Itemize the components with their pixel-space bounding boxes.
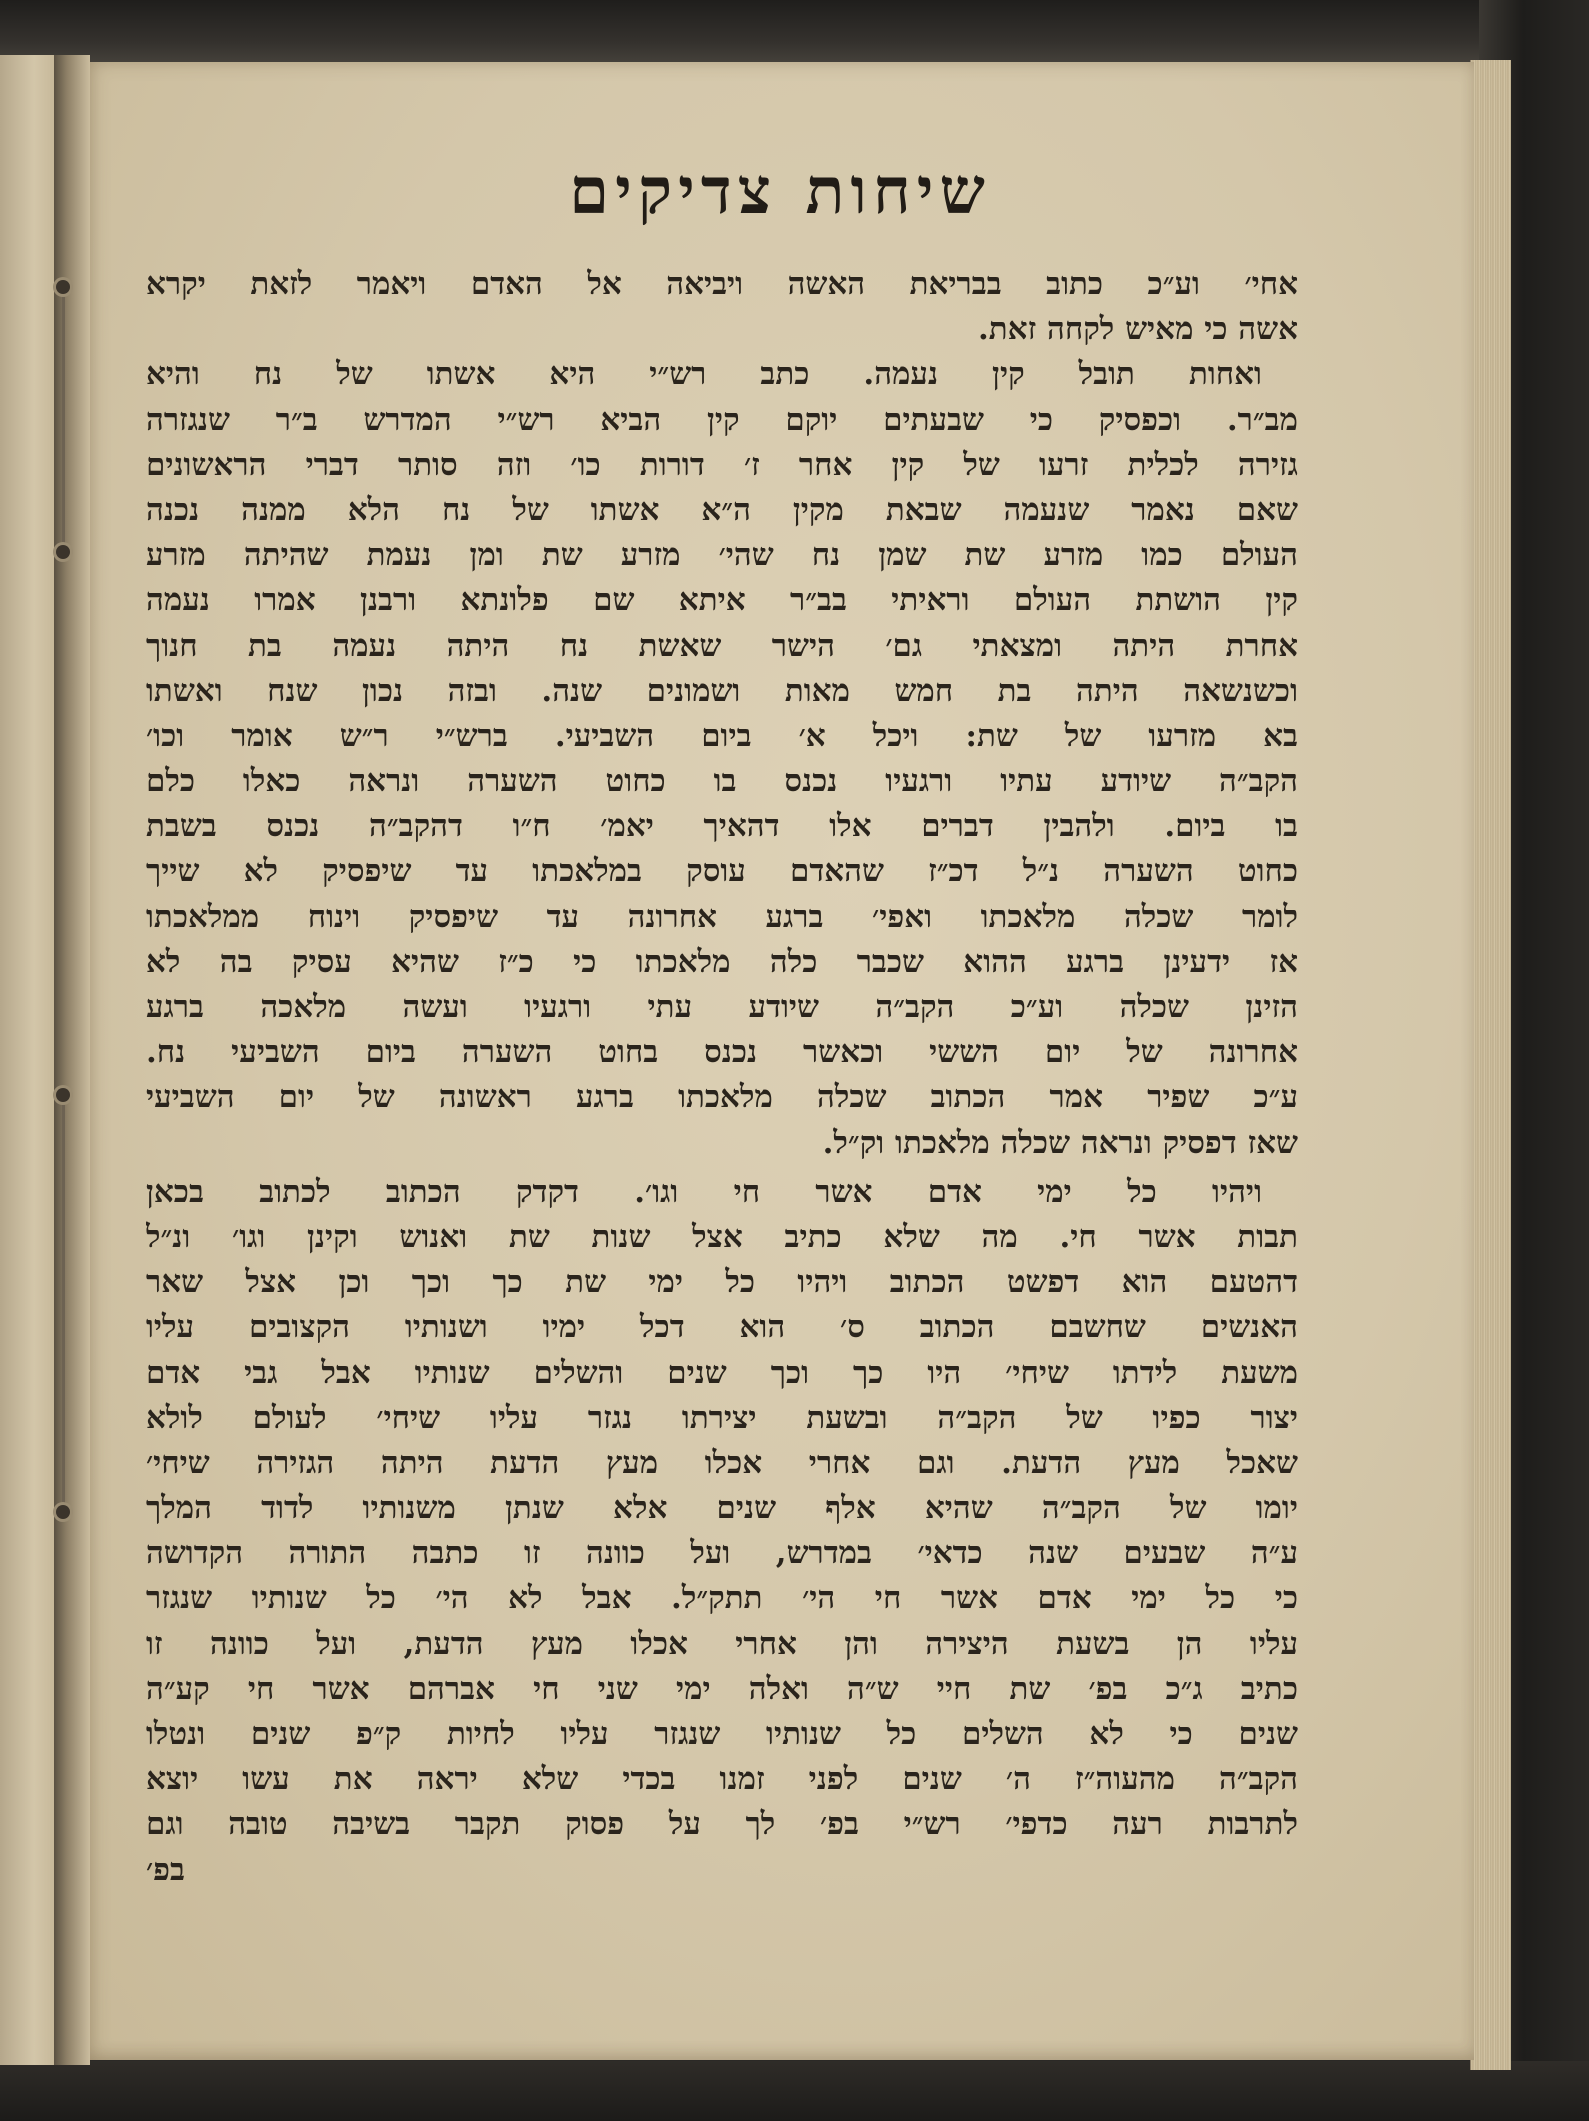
text-line: לתרבות רעה כדפי׳ רש״י בפ׳ לך על פסוק תקבר בשיבה טובה וגם: [146, 1806, 1298, 1843]
text-line: ע״כ שפיר אמר הכתוב שכלה מלאכתו ברגע ראשונה של יום השביעי: [146, 1079, 1298, 1116]
catchword: בפ׳: [146, 1851, 185, 1888]
text-line: כחוט השערה נ״ל דכ״ז שהאדם עוסק במלאכתו עד שיפסיק לא שייך: [146, 853, 1298, 890]
book-cover-bottom: [0, 2061, 1589, 2121]
text-line: יצור כפיו של הקב״ה ובשעת יצירתו נגזר עליו שיחי׳ לעולם לולא: [146, 1399, 1298, 1436]
book-gutter: [54, 55, 90, 2065]
page-title: שיחות צדיקים: [569, 154, 991, 229]
book-page: [86, 62, 1474, 2060]
text-line: גזירה לכלית זרעו של קין אחר ז׳ דורות כו׳ וזה סותר דברי הראשונים: [146, 446, 1298, 483]
text-line: עליו הן בשעת היצירה והן אחרי אכלו מעץ הדעת, ועל כוונה זו: [146, 1625, 1298, 1662]
text-line: מב״ר. וכפסיק כי שבעתים יוקם קין הביא רש״י המדרש ב״ר שנגזרה: [146, 401, 1298, 438]
page-body-text: [146, 262, 1298, 1893]
binding-thread: [62, 290, 65, 550]
page-edge-stack: [1470, 60, 1511, 2070]
binding-stitch: [56, 280, 70, 294]
text-line: שנים כי לא השלים כל שנותיו שנגזר עליו לחיות ק״פ שנים ונטלו: [146, 1716, 1298, 1752]
text-line: דהטעם הוא דפשט הכתוב ויהיו כל ימי שת כך וכך וכן אצל שאר: [146, 1264, 1298, 1301]
text-line: אחי׳ וע״כ כתוב בבריאת האשה ויביאה אל האדם ויאמר לזאת יקרא: [146, 266, 1298, 302]
text-line: האנשים שחשבם הכתוב ס׳ הוא דכל ימיו ושנותיו הקצובים עליו: [146, 1309, 1298, 1346]
binding-thread: [62, 1090, 65, 1510]
book-cover-top: [0, 0, 1589, 70]
text-line: בא מזרעו של שת: ויכל א׳ ביום השביעי. ברש״י ר״ש אומר וכו׳: [146, 717, 1298, 754]
text-line: הקב״ה שיודע עתיו ורגעיו נכנס בו כחוט השערה ונראה כאלו כלם: [146, 763, 1298, 800]
binding-stitch: [56, 545, 70, 559]
text-line: אשה כי מאיש לקחה זאת.: [977, 311, 1298, 348]
text-line: ע״ה שבעים שנה כדאי׳ במדרש, ועל כוונה זו כתבה התורה הקדושה: [146, 1535, 1298, 1572]
left-page-edge: [0, 55, 62, 2065]
text-line: כי כל ימי אדם אשר חי הי׳ תתק״ל. אבל לא הי׳ כל שנותיו שנגזר: [146, 1580, 1298, 1617]
text-line: שאז דפסיק ונראה שכלה מלאכתו וק״ל.: [822, 1124, 1298, 1161]
text-line: משעת לידתו שיחי׳ היו כך וכך שנים והשלים שנותיו אבל גבי אדם: [146, 1354, 1298, 1391]
text-line: ויהיו כל ימי אדם אשר חי וגו׳. דקדק הכתוב לכתוב בכאן: [146, 1173, 1262, 1210]
text-line: תבות אשר חי. מה שלא כתיב אצל שנות שת ואנוש וקינן וגו׳ ונ״ל: [146, 1218, 1298, 1255]
text-line: בו ביום. ולהבין דברים אלו דהאיך יאמ׳ ח״ו דהקב״ה נכנס בשבת: [146, 808, 1298, 845]
text-line: יומו של הקב״ה שהיא אלף שנים אלא שנתן משנותיו לדוד המלך: [146, 1490, 1298, 1527]
text-line: קין הושתת העולם וראיתי בב״ר איתא שם פלונתא ורבנן אמרו נעמה: [146, 582, 1298, 619]
text-line: הזינן שכלה וע״כ הקב״ה שיודע עתי ורגעיו ועשה מלאכה ברגע: [146, 989, 1298, 1025]
text-line: אחרת היתה ומצאתי גם׳ הישר שאשת נח היתה נעמה בת חנוך: [146, 627, 1298, 664]
text-line: ואחות תובל קין נעמה. כתב רש״י היא אשתו של נח והיא: [146, 356, 1262, 393]
text-line: שאם נאמר שנעמה שבאת מקין ה״א אשתו של נח הלא ממנה נכנה: [146, 491, 1298, 528]
binding-stitch: [56, 1505, 70, 1519]
text-line: לומר שכלה מלאכתו ואפי׳ ברגע אחרונה עד שיפסיק וינוח ממלאכתו: [146, 898, 1298, 935]
text-line: אחרונה של יום הששי וכאשר נכנס בחוט השערה ביום השביעי נח.: [146, 1034, 1298, 1071]
text-line: וכשנשאה היתה בת חמש מאות ושמונים שנה. ובזה נכון שנח ואשתו: [146, 672, 1298, 709]
text-line: שאכל מעץ הדעת. וגם אחרי אכלו מעץ הדעת היתה הגזירה שיחי׳: [146, 1444, 1298, 1481]
text-line: הקב״ה מהעוה״ז ה׳ שנים לפני זמנו בכדי שלא יראה את עשו יוצא: [146, 1761, 1298, 1798]
text-line: כתיב ג״כ בפ׳ שת חיי ש״ה ואלה ימי שני חי אברהם אשר חי קע״ה: [146, 1670, 1298, 1707]
text-line: אז ידעינן ברגע ההוא שכבר כלה מלאכתו כי כ״ז שהיא עסיק בה לא: [146, 943, 1298, 980]
binding-stitch: [56, 1088, 70, 1102]
text-line: העולם כמו מזרע שת שמן נח שהי׳ מזרע שת ומן נעמת שהיתה מזרע: [146, 537, 1298, 574]
